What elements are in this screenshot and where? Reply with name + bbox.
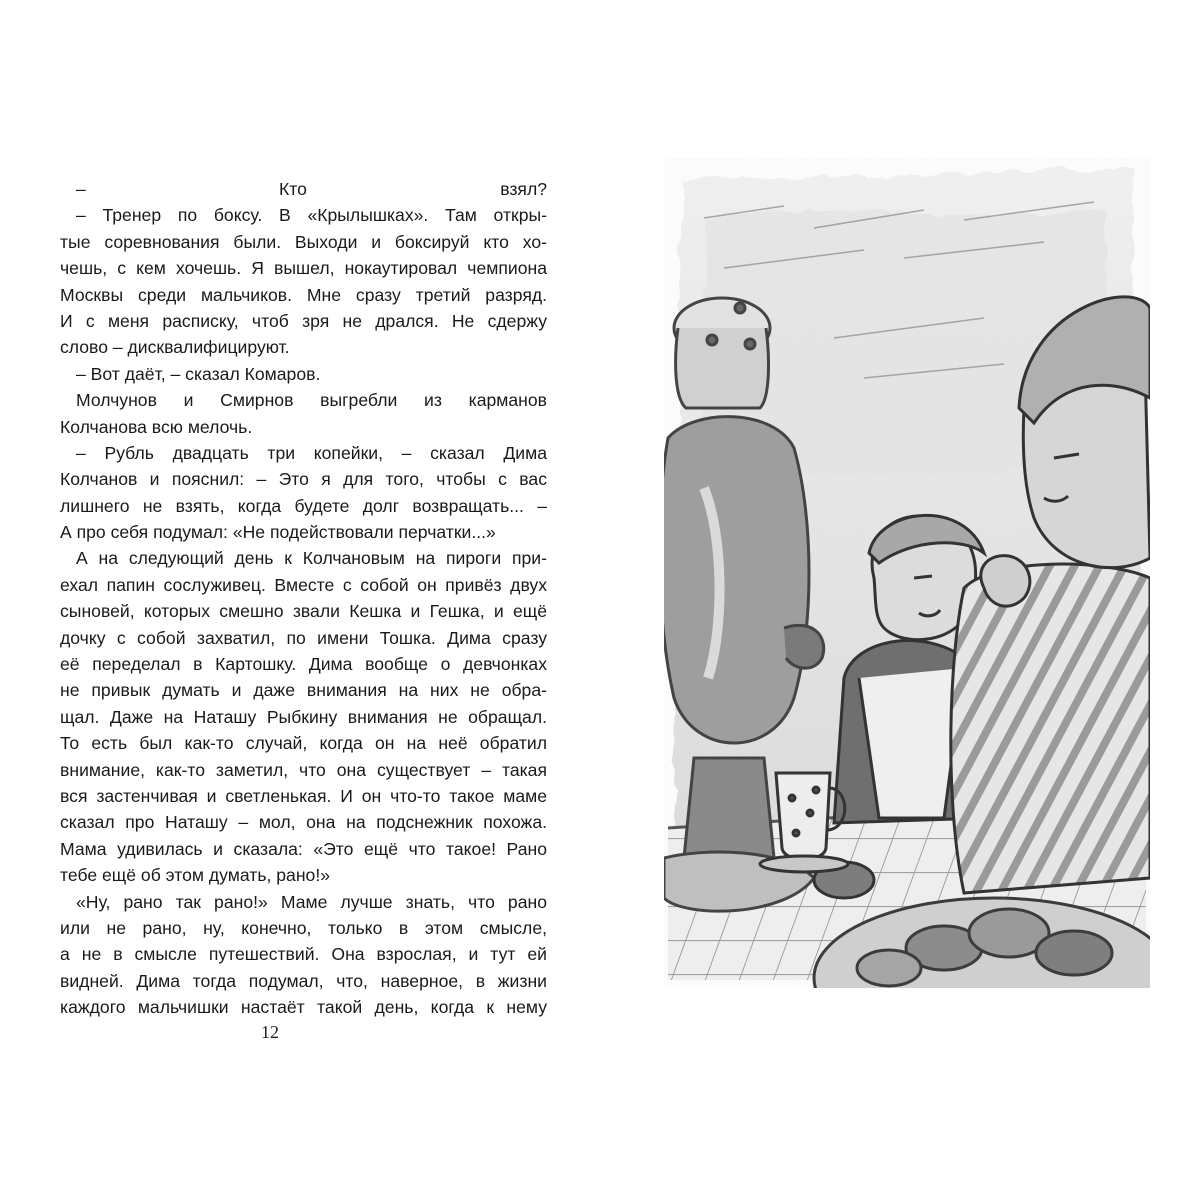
text-line: её переделал в Картошку. Дима вообще о девчонках <box>60 654 547 675</box>
text-line: «Ну, рано так рано!» Маме лучше знать, что рано <box>76 891 547 912</box>
text-line: – Рубль двадцать три копейки, – сказал Дима <box>76 442 547 463</box>
text-line: Колчанов и пояснил: – Это я для того, чтобы с вас <box>60 469 547 490</box>
text-page <box>60 176 547 1021</box>
text-line: внимание, как-то заметил, что она существует – такая <box>60 759 547 780</box>
text-line: тебе ещё об этом думать, рано!» <box>60 865 331 886</box>
text-line: Мама удивилась и сказала: «Это ещё что такое! Рано <box>60 838 547 859</box>
text-line: слово – дисквалифицируют. <box>60 337 290 358</box>
text-line: – Тренер по боксу. В «Крылышках». Там откры- <box>76 205 547 226</box>
text-line: каждого мальчишки настаёт такой день, когда к нему <box>60 997 547 1018</box>
text-line: тые соревнования были. Выходи и боксируй кто хо- <box>60 231 547 252</box>
text-line: А на следующий день к Колчановым на пироги при- <box>76 548 547 569</box>
text-line: А про себя подумал: «Не подействовали перчатки...» <box>60 522 496 543</box>
text-line: или не рано, ну, конечно, только в этом смысле, <box>60 917 547 938</box>
text-line: не привык думать и даже внимания на них не обра- <box>60 680 547 701</box>
text-line: – Вот даёт, – сказал Комаров. <box>76 363 321 384</box>
text-line: дочку с собой захватил, по имени Тошка. Дима сразу <box>60 627 547 648</box>
text-line: сказал про Наташу – мол, она на подснежник похожа. <box>60 812 547 833</box>
text-line: – Кто взял? <box>76 179 547 199</box>
page-number: 12 <box>261 1022 279 1042</box>
text-line: сыновей, которых смешно звали Кешка и Гешка, и ещё <box>60 601 547 622</box>
text-line: чешь, с кем хочешь. Я вышел, нокаутировал чемпиона <box>60 258 547 279</box>
text-line: То есть был как-то случай, когда он на неё обратил <box>60 733 547 754</box>
text-line: щал. Даже на Наташу Рыбкину внимания не обращал. <box>60 706 547 727</box>
text-line: вся застенчивая и светленькая. И он что-то такое маме <box>60 785 547 806</box>
illustration-drawing <box>664 158 1150 988</box>
text-line: а не в смысле путешествий. Она взрослая, и тут ей <box>60 944 547 965</box>
text-line: Москвы среди мальчиков. Мне сразу третий разряд. <box>60 284 547 305</box>
text-line: Колчанова всю мелочь. <box>60 416 253 437</box>
text-line: лишнего не взять, когда будете долг возвращать... – <box>60 495 547 516</box>
text-line: Молчунов и Смирнов выгребли из карманов <box>76 390 547 411</box>
illustration <box>664 158 1150 988</box>
text-line: ехал папин сослуживец. Вместе с собой он привёз двух <box>60 574 547 595</box>
text-line: И с меня расписку, чтоб зря не дрался. Не сдержу <box>60 310 547 331</box>
text-line: видней. Дима тогда подумал, что, наверное, в жизни <box>60 970 547 991</box>
